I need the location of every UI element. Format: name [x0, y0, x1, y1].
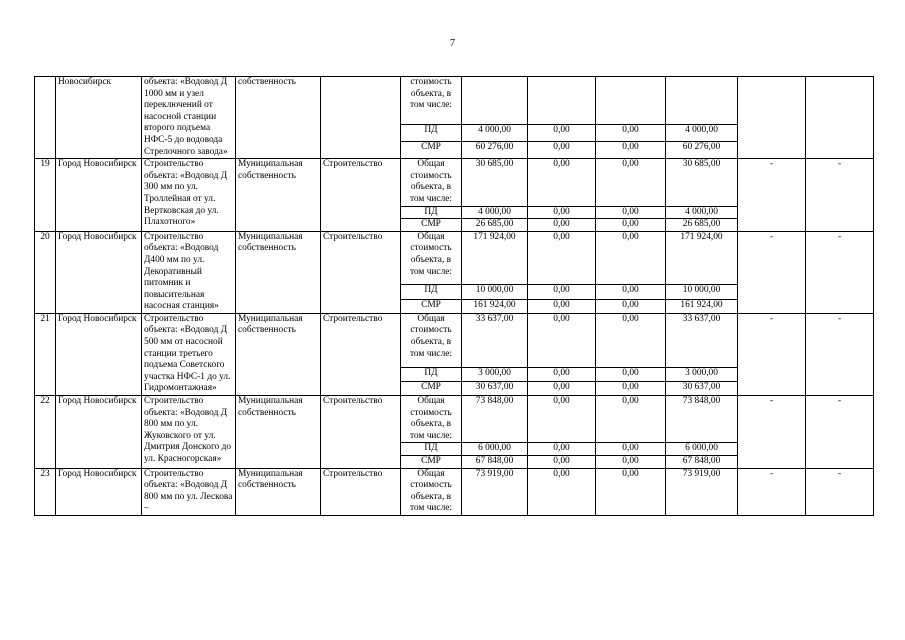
total-value-cell: 0,00	[596, 396, 666, 443]
smr-value-cell: 0,00	[528, 142, 596, 159]
smr-label: СМР	[401, 219, 462, 232]
row-number: 23	[35, 468, 56, 515]
column-11-cell: -	[806, 159, 874, 232]
object-name-cell: Строительство объекта: «Водовод Д400 мм по ул. Декоративный питомник и повысительная насосная станция»	[142, 231, 236, 313]
object-name-cell: Строительство объекта: «Водовод Д 800 мм по ул. Лескова –	[142, 468, 236, 515]
work-type-cell: Строительство	[321, 396, 401, 469]
object-name-cell: объекта: «Водовод Д 1000 мм и узел переключений от насосной станции второго подъема НФС-5 до водовода Стрелочного завода»	[142, 77, 236, 159]
work-type-cell: Строительство	[321, 468, 401, 515]
smr-value-cell: 0,00	[596, 456, 666, 469]
smr-value-cell: 60 276,00	[666, 142, 738, 159]
total-value-cell: 0,00	[596, 468, 666, 515]
pd-value-cell: 10 000,00	[666, 285, 738, 299]
smr-value-cell: 60 276,00	[462, 142, 528, 159]
cost-type-label: Общая стоимость объекта, в том числе:	[401, 468, 462, 515]
total-value-cell: 33 637,00	[666, 313, 738, 367]
pd-label: ПД	[401, 125, 462, 142]
row-number: 20	[35, 231, 56, 313]
column-10-cell: -	[738, 159, 806, 232]
cost-type-label: Общая стоимость объекта, в том числе:	[401, 159, 462, 206]
column-11-cell: -	[806, 468, 874, 515]
table-row	[35, 231, 874, 285]
column-10-cell: -	[738, 468, 806, 515]
table-row	[35, 396, 874, 443]
cost-type-label: Общая стоимость объекта, в том числе:	[401, 313, 462, 367]
smr-value-cell: 161 924,00	[666, 299, 738, 313]
total-value-cell: 0,00	[528, 313, 596, 367]
total-value-cell: 0,00	[528, 231, 596, 285]
total-value-cell: 30 685,00	[462, 159, 528, 206]
cost-type-label: Общая стоимость объекта, в том числе:	[401, 231, 462, 285]
pd-value-cell: 4 000,00	[666, 125, 738, 142]
smr-label: СМР	[401, 142, 462, 159]
work-type-cell: Строительство	[321, 159, 401, 232]
smr-value-cell: 0,00	[596, 381, 666, 395]
smr-value-cell: 30 637,00	[462, 381, 528, 395]
smr-value-cell: 26 685,00	[666, 219, 738, 232]
column-11-cell: -	[806, 231, 874, 313]
ownership-cell: Муниципальная собственность	[236, 396, 321, 469]
territory-cell: Город Новосибирск	[56, 159, 142, 232]
row-number	[35, 77, 56, 159]
total-value-cell: 73 848,00	[666, 396, 738, 443]
smr-value-cell: 26 685,00	[462, 219, 528, 232]
cost-type-label: Общая стоимость объекта, в том числе:	[401, 396, 462, 443]
territory-cell: Город Новосибирск	[56, 468, 142, 515]
territory-cell: Город Новосибирск	[56, 396, 142, 469]
pd-label: ПД	[401, 206, 462, 219]
pd-value-cell: 0,00	[596, 443, 666, 456]
total-value-cell: 73 919,00	[666, 468, 738, 515]
pd-value-cell: 0,00	[596, 367, 666, 381]
pd-value-cell: 0,00	[528, 367, 596, 381]
total-value-cell	[666, 77, 738, 125]
total-value-cell: 171 924,00	[462, 231, 528, 285]
smr-value-cell: 0,00	[528, 219, 596, 232]
cost-type-label: стоимость объекта, в том числе:	[401, 77, 462, 125]
smr-label: СМР	[401, 456, 462, 469]
pd-value-cell: 0,00	[596, 206, 666, 219]
pd-value-cell: 0,00	[528, 125, 596, 142]
total-value-cell: 0,00	[528, 159, 596, 206]
row-number: 19	[35, 159, 56, 232]
object-name-cell: Строительство объекта: «Водовод Д 800 мм по ул. Жуковского от ул. Дмитрия Донского до ул. Красногорская»	[142, 396, 236, 469]
smr-value-cell: 0,00	[528, 299, 596, 313]
ownership-cell: Муниципальная собственность	[236, 313, 321, 395]
total-value-cell: 171 924,00	[666, 231, 738, 285]
pd-value-cell: 4 000,00	[462, 206, 528, 219]
ownership-cell: Муниципальная собственность	[236, 468, 321, 515]
total-value-cell: 33 637,00	[462, 313, 528, 367]
total-value-cell: 0,00	[528, 468, 596, 515]
total-value-cell	[462, 77, 528, 125]
total-value-cell: 0,00	[596, 231, 666, 285]
total-value-cell: 73 919,00	[462, 468, 528, 515]
column-10-cell	[738, 77, 806, 159]
table-row	[35, 77, 874, 125]
pd-label: ПД	[401, 443, 462, 456]
total-value-cell	[596, 77, 666, 125]
territory-cell: Новосибирск	[56, 77, 142, 159]
smr-label: СМР	[401, 299, 462, 313]
smr-value-cell: 67 848,00	[666, 456, 738, 469]
total-value-cell: 0,00	[596, 159, 666, 206]
column-11-cell	[806, 77, 874, 159]
pd-value-cell: 0,00	[528, 443, 596, 456]
column-10-cell: -	[738, 231, 806, 313]
pd-value-cell: 10 000,00	[462, 285, 528, 299]
pd-value-cell: 3 000,00	[666, 367, 738, 381]
territory-cell: Город Новосибирск	[56, 313, 142, 395]
pd-value-cell: 0,00	[528, 206, 596, 219]
row-number: 21	[35, 313, 56, 395]
pd-value-cell: 6 000,00	[666, 443, 738, 456]
territory-cell: Город Новосибирск	[56, 231, 142, 313]
smr-value-cell: 0,00	[528, 456, 596, 469]
investment-table	[34, 76, 874, 516]
total-value-cell: 73 848,00	[462, 396, 528, 443]
work-type-cell: Строительство	[321, 231, 401, 313]
column-11-cell: -	[806, 313, 874, 395]
smr-value-cell: 0,00	[596, 299, 666, 313]
smr-value-cell: 0,00	[596, 219, 666, 232]
pd-value-cell: 3 000,00	[462, 367, 528, 381]
smr-value-cell: 0,00	[596, 142, 666, 159]
page-number: 7	[450, 38, 455, 49]
total-value-cell: 30 685,00	[666, 159, 738, 206]
table-row	[35, 468, 874, 515]
pd-value-cell: 0,00	[596, 125, 666, 142]
work-type-cell	[321, 77, 401, 159]
total-value-cell	[528, 77, 596, 125]
smr-value-cell: 161 924,00	[462, 299, 528, 313]
column-11-cell: -	[806, 396, 874, 469]
total-value-cell: 0,00	[528, 396, 596, 443]
work-type-cell: Строительство	[321, 313, 401, 395]
table-row	[35, 313, 874, 367]
pd-value-cell: 4 000,00	[462, 125, 528, 142]
pd-value-cell: 0,00	[596, 285, 666, 299]
row-number: 22	[35, 396, 56, 469]
smr-value-cell: 0,00	[528, 381, 596, 395]
pd-value-cell: 6 000,00	[462, 443, 528, 456]
column-10-cell: -	[738, 313, 806, 395]
pd-value-cell: 4 000,00	[666, 206, 738, 219]
smr-value-cell: 67 848,00	[462, 456, 528, 469]
smr-value-cell: 30 637,00	[666, 381, 738, 395]
object-name-cell: Строительство объекта: «Водовод Д 500 мм от насосной станции третьего подъема Советского участка НФС-1 до ул. Гидромонтажная»	[142, 313, 236, 395]
pd-label: ПД	[401, 367, 462, 381]
pd-value-cell: 0,00	[528, 285, 596, 299]
object-name-cell: Строительство объекта: «Водовод Д 300 мм по ул. Троллейная от ул. Вертковская до ул. Плахотного»	[142, 159, 236, 232]
column-10-cell: -	[738, 396, 806, 469]
ownership-cell: Муниципальная собственность	[236, 231, 321, 313]
table-row	[35, 159, 874, 206]
ownership-cell: собственность	[236, 77, 321, 159]
smr-label: СМР	[401, 381, 462, 395]
total-value-cell: 0,00	[596, 313, 666, 367]
ownership-cell: Муниципальная собственность	[236, 159, 321, 232]
pd-label: ПД	[401, 285, 462, 299]
